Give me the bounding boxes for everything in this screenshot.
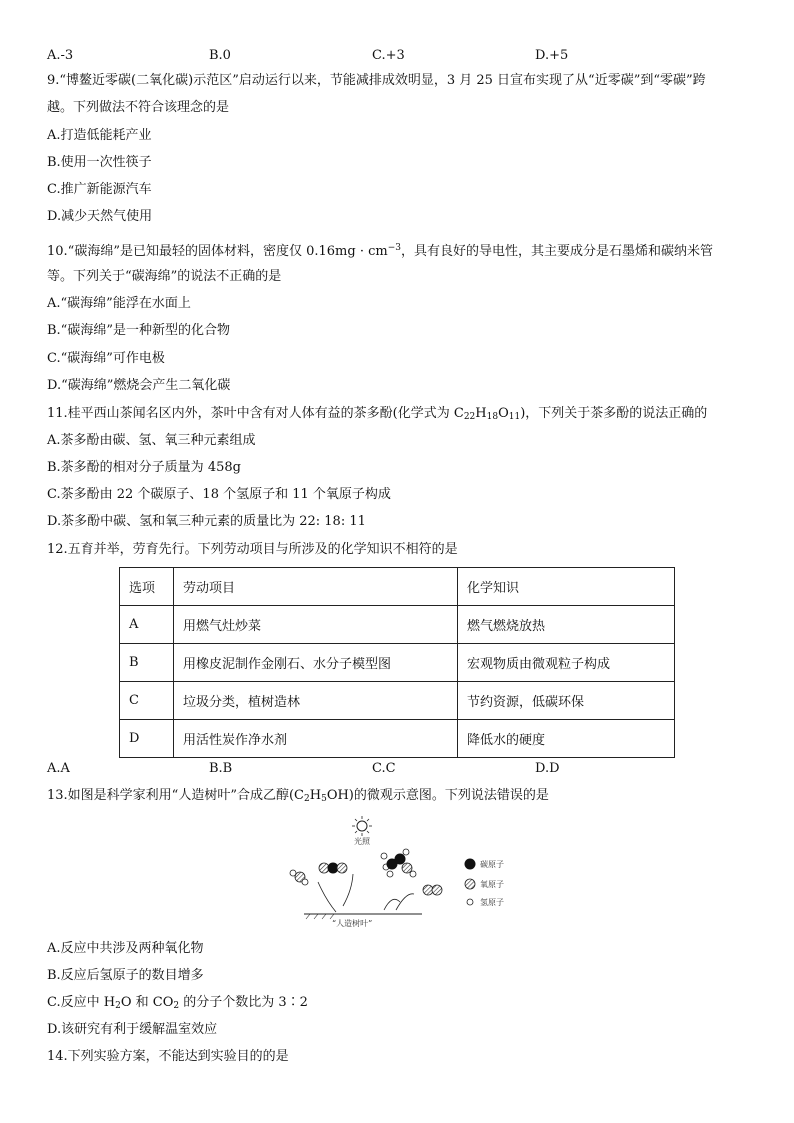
table-cell: C (120, 682, 174, 720)
q8-option-b: B.0 (209, 48, 231, 63)
table-header-cell: 选项 (120, 568, 174, 606)
table-header-cell: 劳动项目 (174, 568, 458, 606)
table-cell: 宏观物质由微观粒子构成 (458, 644, 675, 682)
q13-stem: 13.如图是科学家利用“人造树叶”合成乙醇$(C_2H_5OH)$的微观示意图。下列说法错误的是 (47, 788, 549, 804)
q13-option-d: D.该研究有利于缓解温室效应 (47, 1022, 218, 1037)
q8-options (47, 48, 747, 64)
table-cell: A (120, 606, 174, 644)
q11-option-a: A.茶多酚由碳、氢、氧三种元素组成 (47, 433, 256, 448)
table-cell: B (120, 644, 174, 682)
legend-oxygen-label: 氧原子 (480, 880, 504, 889)
table-cell: 节约资源，低碳环保 (458, 682, 675, 720)
q11-stem: 11.桂平西山茶闻名区内外，茶叶中含有对人体有益的茶多酚(化学式为 $C_{22}H_{18}O_{11}$)，下列关于茶多酚的说法正确的 (47, 406, 708, 422)
q12-option-b: B.B (209, 761, 233, 776)
q12-option-c: C.C (372, 761, 396, 776)
table-cell: 用活性炭作净水剂 (174, 720, 458, 758)
table-row (120, 606, 675, 644)
oxygen-molecule (423, 885, 442, 895)
legend-oxygen-symbol (465, 879, 475, 889)
q9-option-b: B.使用一次性筷子 (47, 155, 152, 170)
legend-carbon-symbol (465, 859, 476, 870)
q10-option-a: A.“碳海绵”能浮在水面上 (47, 296, 191, 311)
table-row (120, 644, 675, 682)
legend-carbon-label: 碳原子 (480, 860, 504, 869)
q12-option-a: A.A (47, 761, 70, 776)
legend-hydrogen-symbol (467, 899, 473, 905)
table-header-cell: 化学知识 (458, 568, 675, 606)
q13-option-a: A.反应中共涉及两种氧化物 (47, 941, 204, 956)
q10-option-d: D.“碳海绵”燃烧会产生二氧化碳 (47, 378, 231, 393)
q9-option-d: D.减少天然气使用 (47, 209, 153, 224)
table-cell: 降低水的硬度 (458, 720, 675, 758)
q9-option-a: A.打造低能耗产业 (47, 128, 152, 143)
reaction-diagram (280, 812, 540, 932)
q8-option-d: D.+5 (535, 48, 569, 63)
q12-stem: 12.五育并举，劳育先行。下列劳动项目与所涉及的化学知识不相符的是 (47, 542, 458, 557)
table-cell: D (120, 720, 174, 758)
arrow-icon (396, 894, 414, 910)
q10-stem-line2: 等。下列关于“碳海绵”的说法不正确的是 (47, 269, 282, 284)
q9-stem-line1: 9.“博鳌近零碳(二氧化碳)示范区”启动运行以来，节能减排成效明显，3 月 25 日宣布实现了从“近零碳”到“零碳”跨 (47, 73, 706, 88)
q8-option-c: C.+3 (372, 48, 405, 63)
table-header-row (120, 568, 675, 606)
q10-option-b: B.“碳海绵”是一种新型的化合物 (47, 323, 230, 338)
q13-option-c: C.反应中 $H_2O$ 和 $CO_2$ 的分子个数比为 3∶2 (47, 995, 308, 1011)
q12-table (119, 567, 675, 758)
q12-options (47, 761, 747, 777)
q13-figure (280, 812, 540, 932)
arrow-icon (384, 899, 400, 910)
q13-option-b: B.反应后氢原子的数目增多 (47, 968, 204, 983)
arrow-icon (318, 882, 336, 912)
carbon-dioxide-molecule (319, 863, 347, 874)
q8-option-a: A.-3 (47, 48, 74, 63)
water-molecule (290, 870, 308, 885)
table-cell: 用燃气灶炒菜 (174, 606, 458, 644)
legend-hydrogen-label: 氢原子 (480, 898, 504, 907)
table-row (120, 682, 675, 720)
q9-option-c: C.推广新能源汽车 (47, 182, 152, 197)
arrow-icon (343, 874, 353, 906)
q12-option-d: D.D (535, 761, 560, 776)
leaf-label: “人造树叶” (332, 919, 373, 928)
sun-icon (352, 816, 372, 836)
table-cell: 燃气燃烧放热 (458, 606, 675, 644)
table-cell: 用橡皮泥制作金刚石、水分子模型图 (174, 644, 458, 682)
ethanol-molecule (381, 849, 416, 877)
q11-option-d: D.茶多酚中碳、氢和氧三种元素的质量比为 22: 18: 11 (47, 514, 366, 529)
sun-label: 光照 (354, 837, 370, 846)
q11-option-c: C.茶多酚由 22 个碳原子、18 个氢原子和 11 个氧原子构成 (47, 487, 391, 502)
leaf-hatching (306, 914, 334, 919)
table-cell: 垃圾分类，植树造林 (174, 682, 458, 720)
q10-stem-line1: 10.“碳海绵”是已知最轻的固体材料，密度仅 $0.16mg \cdot cm^{-3}$，具有良好的导电性，其主要成分是石墨烯和碳纳米管 (47, 243, 713, 259)
q11-option-b: B.茶多酚的相对分子质量为 458g (47, 460, 241, 475)
table-row (120, 720, 675, 758)
q10-option-c: C.“碳海绵”可作电极 (47, 351, 165, 366)
q9-stem-line2: 越。下列做法不符合该理念的是 (47, 100, 230, 115)
superscript: −3 (387, 243, 401, 253)
q14-stem: 14.下列实验方案，不能达到实验目的的是 (47, 1049, 289, 1064)
